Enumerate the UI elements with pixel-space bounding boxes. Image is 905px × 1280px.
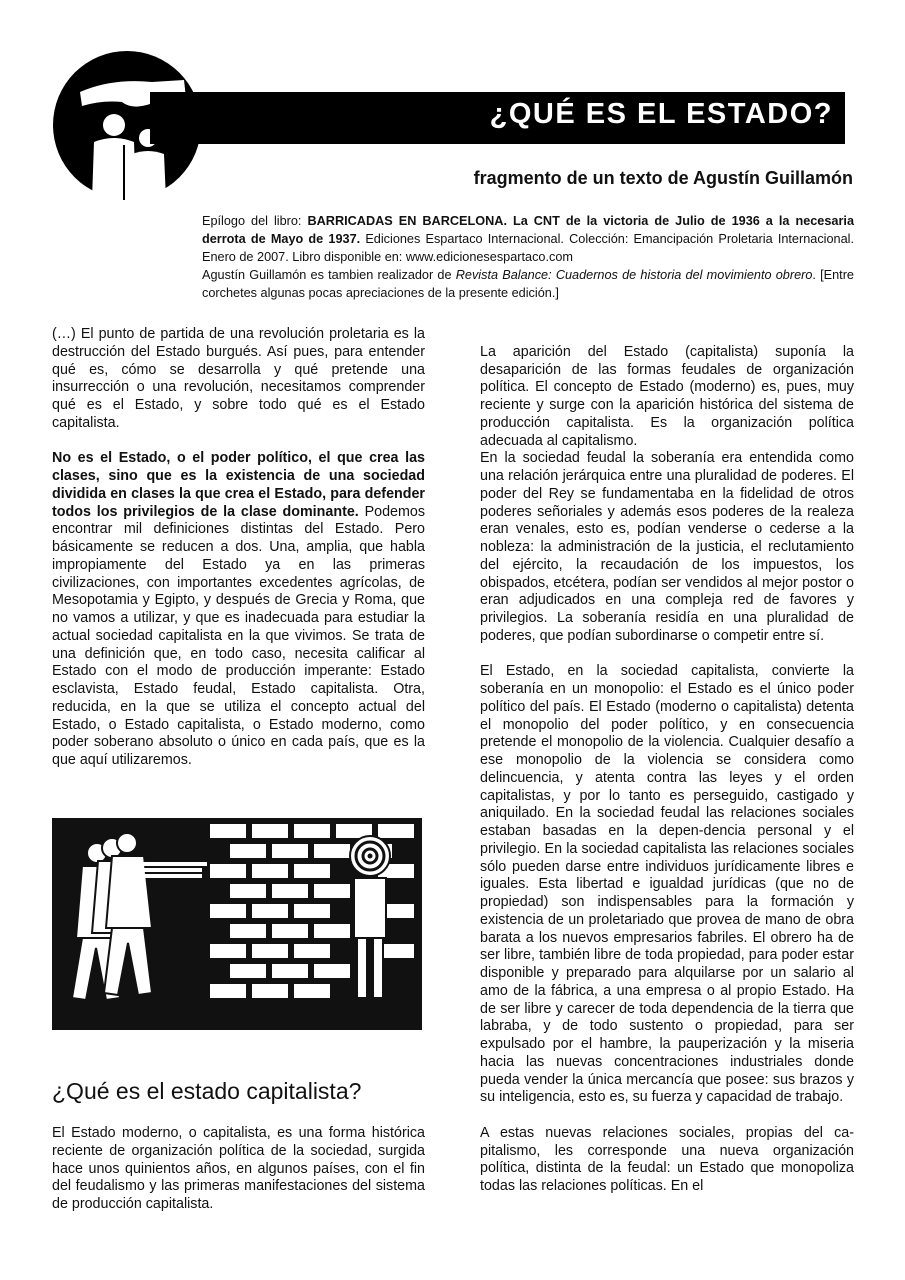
body-paragraph: En la sociedad feudal la soberanía era entendida como una relación jerárquica entre una pluralidad de poderes. El poder del Rey se fundamentaba en la fidelidad de otros poderes señoriales y además esos poderes de la realeza eran venales, esto es, podían venderse o cederse a la nobleza: la administración de la justicia, el reclutamiento del ejército, la recaudación de los impuestos, los obispados, etcétera, podían ser vendidos al mejor postor o eran adjudicados en una compleja red de favores y privilegios. La soberanía residía en una pluralidad de poderes, que podían subordinarse o competir entre sí. (480, 450, 854, 644)
body-paragraph: La aparición del Estado (capitalista) suponía la desaparición de las formas feudales de organización política. El concepto de Estado (moderno) es, pues, muy reciente y surge con la aparición histórica del sistema de producción capitalista. Es la organización política adecuada al capitalismo. (480, 343, 854, 449)
intro-text: Ediciones Espartaco Internacional. Colección: Emancipación Proletaria Internacional. Enero de 2007. Libro disponible en: www.edicionesespartaco.com (202, 232, 854, 264)
page-title: ¿QUÉ ES EL ESTADO? (489, 98, 833, 130)
title-bar (150, 92, 845, 144)
left-column (52, 326, 425, 770)
intro-block (202, 212, 854, 302)
firing-squad-illustration-icon (52, 818, 422, 1033)
intro-text: Agustín Guillamón es tambien realizador de (202, 268, 456, 282)
intro-paragraph-2 (202, 266, 854, 302)
magazine-title: Revista Balance: Cuadernos de historia del movimiento obrero (455, 268, 813, 282)
emphasis-text: No es el Estado, o el poder político, el que crea las clases, sino que es la existencia de una sociedad dividida en clases la que crea el Estado, para defender todos los privilegios de la clase dominante. (52, 450, 425, 520)
body-paragraph: El Estado, en la sociedad capitalista, convierte la soberanía en un monopolio: el Estado es el único poder político del país. El Estado (moderno o capitalista) detenta el monopolio del poder político, y en consecuencia pretende el monopolio de la violencia. Cualquier desafío a ese monopolio de la violencia se considera como delincuencia, y atenta contra las leyes y el orden capitalistas, y por lo tanto es perseguido, castigado y aniquilado. En la sociedad feudal las relaciones sociales estaban basadas en la depen-dencia personal y el privilegio. En la sociedad capitalista las relaciones sociales sólo pueden darse entre individuos jurídicamente libres e iguales. Esta libertad e igualdad jurídicas (que no de propiedad) son indispensables para la formación y existencia de un proletariado que provea de mano de obra barata a los nuevos empresarios fabriles. El obrero ha de ser libre, también libre de toda propiedad, para poder estar disponible y preparado para alquilarse por un salario al amo de la fábrica, a una empresa o al propio Estado. Ha de ser libre y carecer de toda dependencia de la tierra que labraba, y de todo sustento o propiedad, para ser expulsado por el hambre, la pauperización y la miseria hacia las nuevas concentraciones industriales donde pueda vender la única mercancía que posee: sus brazos y su inteligencia, esto es, su fuerza y capacidad de trabajo. (480, 663, 854, 1106)
page-subtitle: fragmento de un texto de Agustín Guillamón (473, 168, 853, 188)
right-column (480, 326, 854, 1196)
intro-text: . [Entre corchetes algunas pocas apreciaciones de la presente edición.] (202, 268, 854, 300)
body-paragraph: (…) El punto de partida de una revolución proletaria es la destrucción del Estado burgués. Así pues, para entender qué es, cómo se desarrolla y qué pretende una insurrección o una revolución, necesitamos comprender qué es el Estado, y sobre todo qué es el Estado capitalista. (52, 326, 425, 431)
body-paragraph: A estas nuevas relaciones sociales, propias del ca-pitalismo, les corresponde una nueva organización política, distinta de la feudal: un Estado que monopoliza todas las relaciones políticas. En el (480, 1124, 854, 1194)
body-text: Podemos encontrar mil definiciones distintas del Estado. Pero básicamente se reducen a dos. Una, amplia, que habla impropiamente del Estado ya en las primeras civilizaciones, con importantes excedentes agrícolas, de Mesopotamia y Egipto, y después de Grecia y Roma, que no vamos a utilizar, y que es inadecuada para estudiar la actual sociedad capitalista en la que vivimos. Se trata de una definición que, en todo caso, necesita calificar al Estado con el modo de producción imperante: Estado esclavista, Estado feudal, Estado capitalista. Otra, reducida, en la que se utiliza el concepto actual del Estado, o Estado capitalista, o Estado moderno, como poder soberano absoluto o único en cada país, que es la que aquí utilizaremos. (52, 503, 426, 768)
section-heading: ¿Qué es el estado capitalista? (52, 1078, 362, 1104)
body-paragraph (52, 450, 425, 770)
intro-paragraph-1 (202, 212, 854, 266)
left-column-section (52, 1125, 425, 1214)
intro-text: Epílogo del libro: (202, 214, 308, 228)
body-paragraph: El Estado moderno, o capitalista, es una forma histórica reciente de organización política de la sociedad, surgida hace unos quinientos años, en algunos países, con el fin del feudalismo y las primeras manifestaciones del sistema de producción capitalista. (52, 1125, 425, 1212)
book-title: BARRICADAS EN BARCELONA. La CNT de la victoria de Julio de 1936 a la necesaria derrota de Mayo de 1937. (202, 214, 854, 246)
